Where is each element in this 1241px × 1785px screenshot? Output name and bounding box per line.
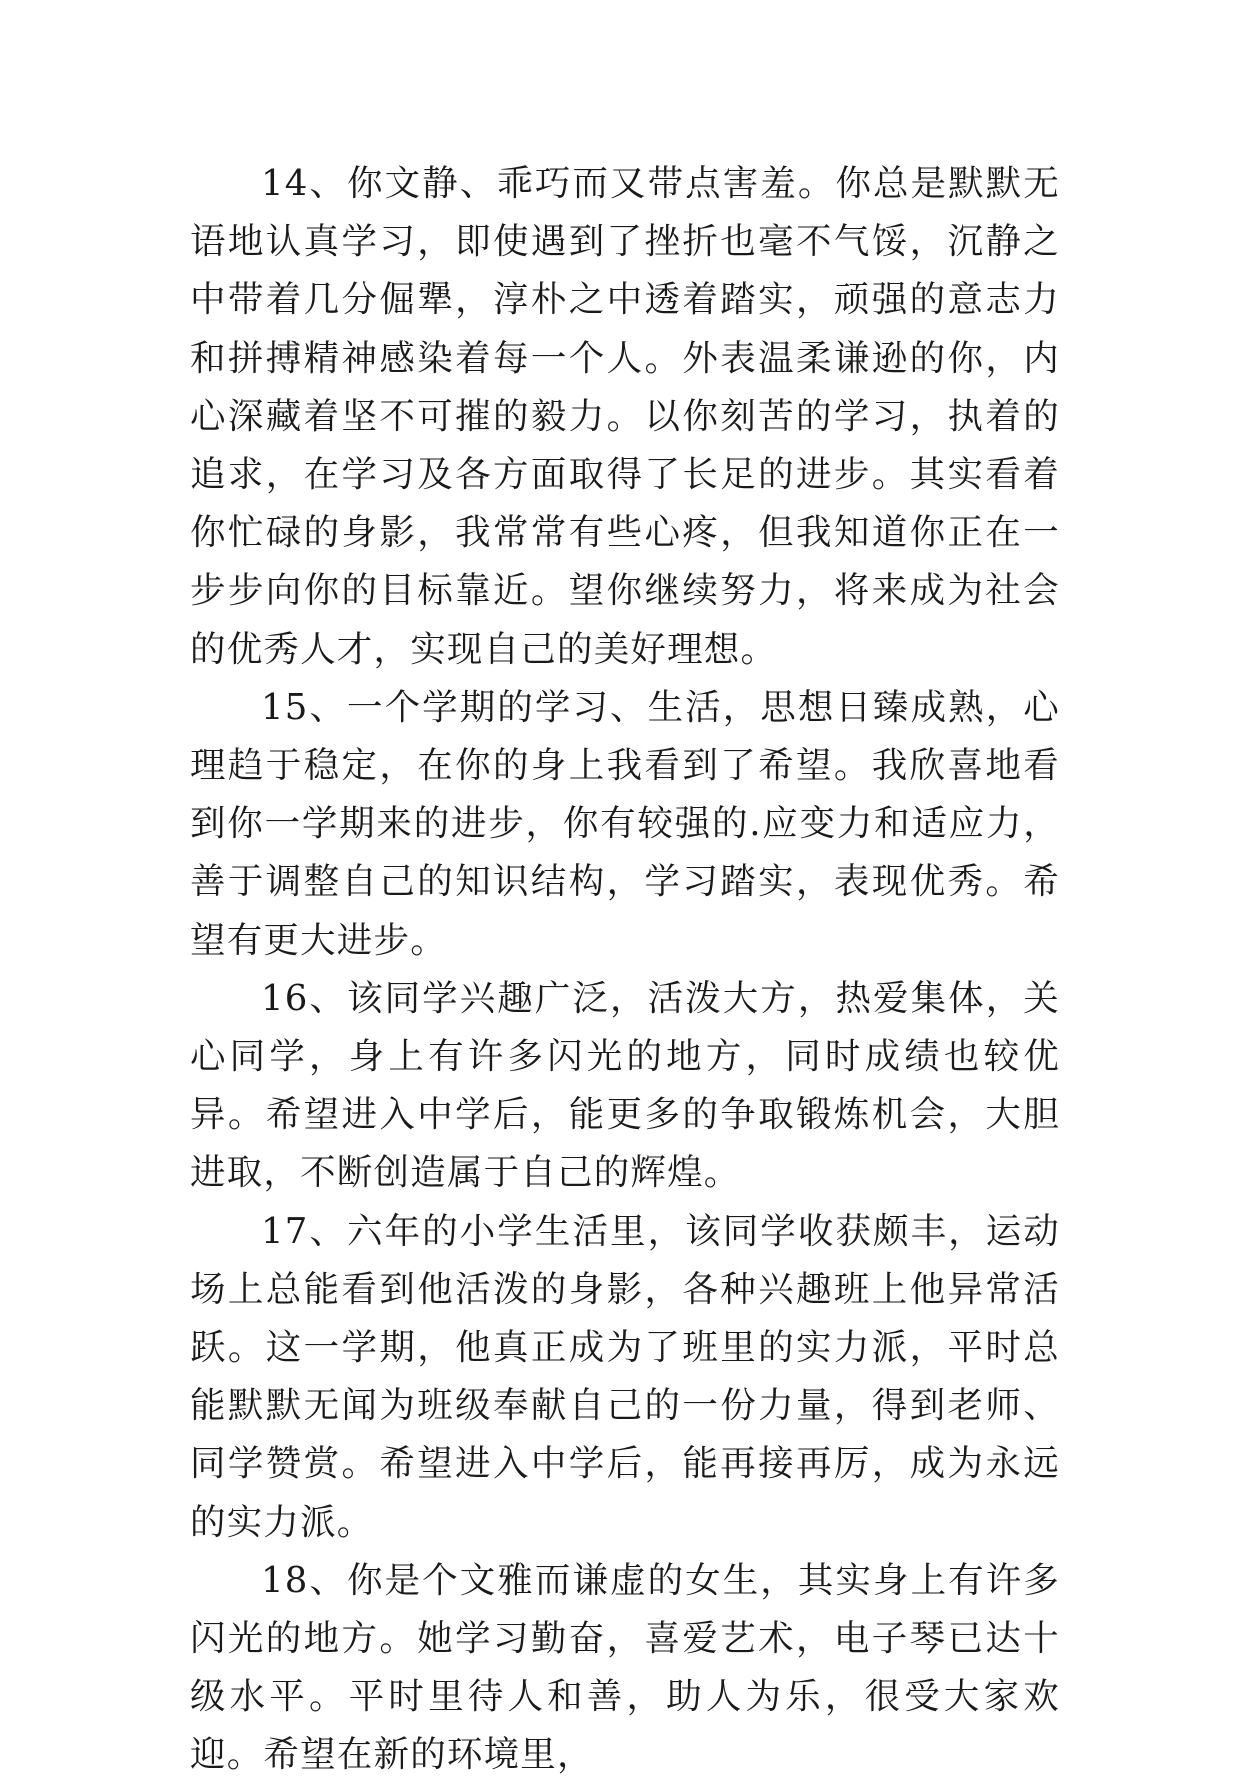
document-body <box>190 155 1060 1785</box>
paragraph-14: 14、你文静、乖巧而又带点害羞。你总是默默无语地认真学习，即使遇到了挫折也毫不气馁，沉静之中带着几分倔犟，淳朴之中透着踏实，顽强的意志力和拼搏精神感染着每一个人。外表温柔谦逊的你，内心深藏着坚不可摧的毅力。以你刻苦的学习，执着的追求，在学习及各方面取得了长足的进步。其实看着你忙碌的身影，我常常有些心疼，但我知道你正在一步步向你的目标靠近。望你继续努力，将来成为社会的优秀人才，实现自己的美好理想。 <box>190 163 1060 670</box>
paragraph-17: 17、六年的小学生活里，该同学收获颇丰，运动场上总能看到他活泼的身影，各种兴趣班上他异常活跃。这一学期，他真正成为了班里的实力派，平时总能默默无闻为班级奉献自己的一份力量，得到老师、同学赞赏。希望进入中学后，能再接再厉，成为永远的实力派。 <box>190 1210 1060 1543</box>
paragraph-15: 15、一个学期的学习、生活，思想日臻成熟，心理趋于稳定，在你的身上我看到了希望。我欣喜地看到你一学期来的进步，你有较强的.应变力和适应力，善于调整自己的知识结构，学习踏实，表现优秀。希望有更大进步。 <box>190 686 1060 961</box>
paragraph-18: 18、你是个文雅而谦虚的女生，其实身上有许多闪光的地方。她学习勤奋，喜爱艺术，电子琴已达十级水平。平时里待人和善，助人为乐，很受大家欢迎。希望在新的环境里， <box>190 1559 1060 1776</box>
paragraph-16: 16、该同学兴趣广泛，活泼大方，热爱集体，关心同学，身上有许多闪光的地方，同时成绩也较优异。希望进入中学后，能更多的争取锻炼机会，大胆进取，不断创造属于自己的辉煌。 <box>190 977 1060 1194</box>
